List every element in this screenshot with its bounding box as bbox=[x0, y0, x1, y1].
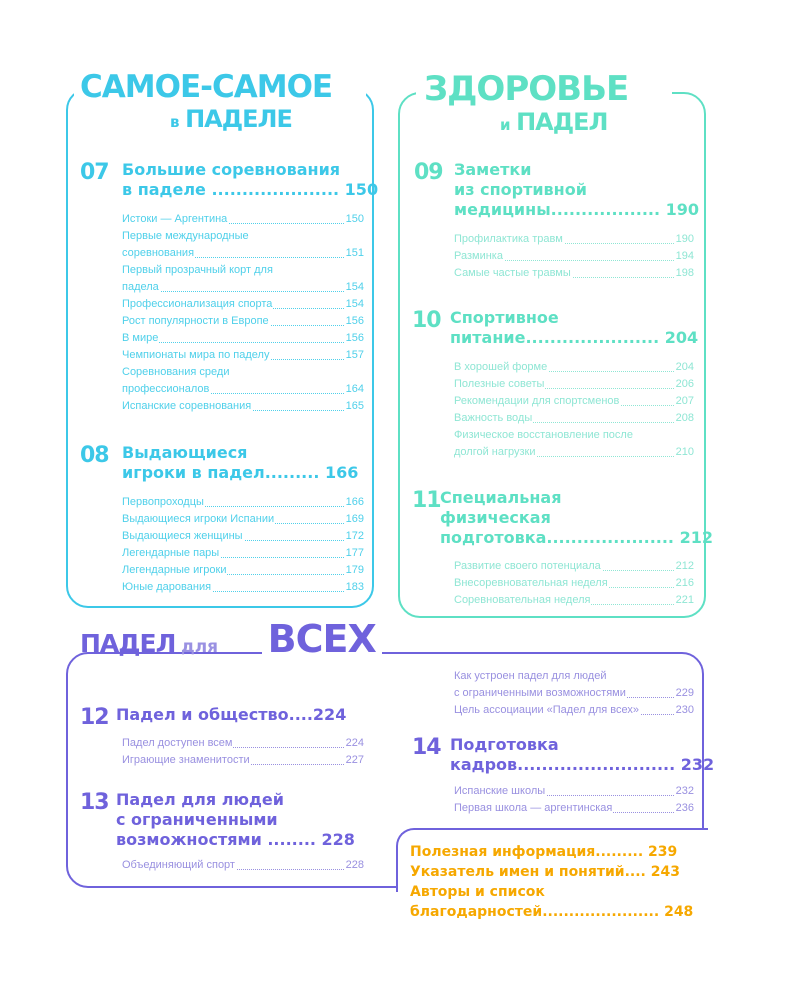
toc-entry-text: Важность воды bbox=[454, 412, 533, 424]
toc-entry-text: Профилактика травм bbox=[454, 233, 563, 245]
toc-entry-text: Первопроходцы bbox=[122, 496, 204, 508]
chapter-number: 11 bbox=[412, 488, 441, 513]
extra-authors[interactable]: Авторы и список bbox=[410, 884, 545, 900]
toc-entry[interactable] bbox=[122, 528, 364, 545]
toc-entry[interactable] bbox=[122, 296, 364, 313]
chapter-07-entries bbox=[122, 211, 364, 415]
section-heading-3-line2: ВСЕХ bbox=[267, 617, 376, 661]
toc-entry-text: Первые международные bbox=[122, 230, 249, 242]
toc-entry-text: Полезные советы bbox=[454, 378, 545, 390]
toc-entry[interactable] bbox=[122, 330, 364, 347]
toc-entry[interactable] bbox=[122, 545, 364, 562]
toc-entry[interactable] bbox=[122, 262, 364, 279]
chapter-title: медицины.................. 190 bbox=[454, 200, 700, 219]
toc-entry-text: Падел доступен всем bbox=[122, 737, 233, 749]
toc-entry-text: Цель ассоциации «Падел для всех» bbox=[454, 704, 640, 716]
chapter-number: 08 bbox=[80, 443, 109, 468]
toc-entry-page: 177 bbox=[345, 545, 364, 562]
toc-entry-page: 224 bbox=[345, 735, 364, 752]
chapter-number: 13 bbox=[80, 790, 109, 815]
toc-entry[interactable] bbox=[122, 364, 364, 381]
toc-entry-text: Внесоревновательная неделя bbox=[454, 577, 608, 589]
toc-entry[interactable] bbox=[454, 558, 694, 575]
toc-entry-page: 228 bbox=[345, 857, 364, 874]
toc-entry-text: долгой нагрузки bbox=[454, 446, 536, 458]
section-heading-3-line1: ПАДЕЛ bbox=[80, 629, 176, 658]
toc-entry-text: Как устроен падел для людей bbox=[454, 670, 607, 682]
toc-entry[interactable] bbox=[454, 575, 694, 592]
toc-entry-text: Соревнования среди bbox=[122, 366, 230, 378]
extra-useful-info[interactable]: Полезная информация......... 239 bbox=[410, 844, 678, 860]
chapter-number: 10 bbox=[412, 308, 441, 333]
chapter-13[interactable] bbox=[80, 790, 370, 850]
toc-entry-text: Первая школа — аргентинская bbox=[454, 802, 613, 814]
toc-entry-page: 156 bbox=[345, 330, 364, 347]
toc-entry-text: В хорошей форме bbox=[454, 361, 548, 373]
toc-entry[interactable] bbox=[122, 398, 364, 415]
toc-entry-page: 165 bbox=[345, 398, 364, 415]
chapter-title: из спортивной bbox=[454, 180, 587, 199]
chapter-12-entries bbox=[122, 735, 364, 769]
section-heading-2-small: и bbox=[500, 116, 511, 134]
chapter-08-entries bbox=[122, 494, 364, 596]
toc-entry[interactable] bbox=[122, 245, 364, 262]
chapter-number: 07 bbox=[80, 160, 109, 185]
section-heading-1-line1: САМОЕ-САМОЕ bbox=[80, 69, 333, 105]
toc-entry-page: 194 bbox=[675, 248, 694, 265]
toc-entry[interactable] bbox=[454, 231, 694, 248]
toc-entry-page: 183 bbox=[345, 579, 364, 596]
toc-entry-page: 198 bbox=[675, 265, 694, 282]
toc-entry-text: Юные дарования bbox=[122, 581, 212, 593]
toc-entry[interactable] bbox=[122, 211, 364, 228]
toc-entry-page: 151 bbox=[345, 245, 364, 262]
toc-entry-text: Легендарные пары bbox=[122, 547, 220, 559]
toc-entry-text: Играющие знаменитости bbox=[122, 754, 250, 766]
chapter-title: кадров.......................... 232 bbox=[450, 755, 715, 774]
toc-entry-text: падела bbox=[122, 281, 159, 293]
toc-entry[interactable] bbox=[454, 592, 694, 609]
chapter-12[interactable] bbox=[80, 705, 370, 730]
section-heading-1 bbox=[80, 69, 333, 137]
toc-entry-page: 212 bbox=[675, 558, 694, 575]
chapter-title: Большие соревнования bbox=[122, 160, 341, 179]
chapter-10-entries bbox=[454, 359, 694, 461]
chapter-title: питание...................... 204 bbox=[450, 328, 699, 347]
toc-entry-page: 179 bbox=[345, 562, 364, 579]
toc-entry[interactable] bbox=[122, 511, 364, 528]
chapter-title: игроки в падел......... 166 bbox=[122, 463, 359, 482]
section-heading-1-small: в bbox=[170, 113, 180, 131]
toc-entry-text: Разминка bbox=[454, 250, 503, 262]
chapter-13-continuation-entries bbox=[454, 668, 694, 719]
toc-entry-text: Физическое восстановление после bbox=[454, 429, 633, 441]
toc-entry-page: 169 bbox=[345, 511, 364, 528]
toc-entry[interactable] bbox=[454, 685, 694, 702]
toc-entry-text: Рекомендации для спортсменов bbox=[454, 395, 620, 407]
chapter-11-entries bbox=[454, 558, 694, 609]
extra-index[interactable]: Указатель имен и понятий.... 243 bbox=[410, 864, 680, 880]
chapter-08[interactable] bbox=[80, 443, 365, 483]
section-heading-3 bbox=[80, 617, 382, 661]
toc-entry-text: Объединяющий спорт bbox=[122, 859, 235, 871]
chapter-title: Падел для людей bbox=[116, 790, 284, 809]
toc-entry-text: Выдающиеся игроки Испании bbox=[122, 513, 275, 525]
toc-entry-text: Развитие своего потенциала bbox=[454, 560, 601, 572]
section-heading-3-small: для bbox=[180, 637, 219, 657]
toc-entry[interactable] bbox=[122, 752, 364, 769]
chapter-11[interactable] bbox=[412, 488, 713, 548]
toc-entry-text: Соревновательная неделя bbox=[454, 594, 591, 606]
extra-acknowledgements[interactable]: благодарностей...................... 248 bbox=[410, 904, 694, 920]
toc-entry-page: 206 bbox=[675, 376, 694, 393]
toc-entry-text: соревнования bbox=[122, 247, 195, 259]
toc-entry[interactable] bbox=[454, 393, 694, 410]
toc-entry-page: 156 bbox=[345, 313, 364, 330]
toc-entry-text: Истоки — Аргентина bbox=[122, 213, 228, 225]
toc-entry-page: 232 bbox=[675, 783, 694, 800]
toc-entry[interactable] bbox=[454, 783, 694, 800]
toc-entry-page: 150 bbox=[345, 211, 364, 228]
toc-entry[interactable] bbox=[454, 800, 694, 817]
toc-entry-page: 210 bbox=[675, 444, 694, 461]
toc-entry[interactable] bbox=[122, 562, 364, 579]
chapter-13-entries bbox=[122, 857, 364, 874]
chapter-title: Специальная bbox=[440, 488, 562, 507]
toc-entry-page: 236 bbox=[675, 800, 694, 817]
toc-entry-page: 154 bbox=[345, 296, 364, 313]
toc-entry[interactable] bbox=[122, 279, 364, 296]
section-heading-1-line2: ПАДЕЛЕ bbox=[185, 105, 292, 133]
chapter-09-entries bbox=[454, 231, 694, 282]
toc-entry-page: 227 bbox=[345, 752, 364, 769]
toc-entry-page: 157 bbox=[345, 347, 364, 364]
toc-entry[interactable] bbox=[454, 668, 694, 685]
toc-entry-text: Рост популярности в Европе bbox=[122, 315, 269, 327]
toc-entry-page: 166 bbox=[345, 494, 364, 511]
toc-entry[interactable] bbox=[454, 359, 694, 376]
chapter-title: возможностями ........ 228 bbox=[116, 830, 355, 849]
chapter-title: в паделе ..................... 150 bbox=[122, 180, 379, 199]
chapter-09[interactable] bbox=[414, 160, 699, 220]
toc-entry[interactable] bbox=[454, 702, 694, 719]
toc-entry-page: 172 bbox=[345, 528, 364, 545]
toc-entry[interactable] bbox=[122, 735, 364, 752]
toc-entry-text: профессионалов bbox=[122, 383, 210, 395]
chapter-title: подготовка..................... 212 bbox=[440, 528, 713, 547]
toc-entry-page: 190 bbox=[675, 231, 694, 248]
toc-entry-text: Испанские школы bbox=[454, 785, 546, 797]
toc-entry[interactable] bbox=[454, 376, 694, 393]
toc-entry-text: Выдающиеся женщины bbox=[122, 530, 243, 542]
toc-entry[interactable] bbox=[454, 444, 694, 461]
toc-entry[interactable] bbox=[122, 313, 364, 330]
chapter-title: Спортивное bbox=[450, 308, 559, 327]
chapter-14-entries bbox=[454, 783, 694, 817]
chapter-number: 12 bbox=[80, 705, 109, 730]
toc-entry-page: 164 bbox=[345, 381, 364, 398]
toc-entry[interactable] bbox=[454, 427, 694, 444]
toc-entry[interactable] bbox=[122, 381, 364, 398]
chapter-number: 09 bbox=[414, 160, 443, 185]
toc-entry-text: Испанские соревнования bbox=[122, 400, 252, 412]
toc-entry[interactable] bbox=[454, 410, 694, 427]
chapter-title: Выдающиеся bbox=[122, 443, 248, 462]
chapter-10[interactable] bbox=[412, 308, 699, 348]
chapter-title: Подготовка bbox=[450, 735, 559, 754]
chapter-title: Падел и общество....224 bbox=[116, 705, 347, 724]
toc-entry-page: 207 bbox=[675, 393, 694, 410]
toc-entry-page: 204 bbox=[675, 359, 694, 376]
chapter-title: с ограниченными bbox=[116, 810, 278, 829]
chapter-title: физическая bbox=[440, 508, 551, 527]
toc-entry-text: Профессионализация спорта bbox=[122, 298, 273, 310]
toc-entry-page: 221 bbox=[675, 592, 694, 609]
toc-entry-page: 208 bbox=[675, 410, 694, 427]
toc-entry-text: Чемпионаты мира по паделу bbox=[122, 349, 270, 361]
toc-entry-page: 216 bbox=[675, 575, 694, 592]
toc-entry[interactable] bbox=[122, 228, 364, 245]
section-heading-2 bbox=[424, 69, 629, 140]
toc-entry[interactable] bbox=[122, 494, 364, 511]
section-heading-2-line1: ЗДОРОВЬЕ bbox=[424, 69, 629, 109]
toc-entry-text: Первый прозрачный корт для bbox=[122, 264, 273, 276]
chapter-07[interactable] bbox=[80, 160, 379, 200]
toc-entry-page: 229 bbox=[675, 685, 694, 702]
chapter-title: Заметки bbox=[454, 160, 532, 179]
toc-entry[interactable] bbox=[122, 857, 364, 874]
toc-entry-text: с ограниченными возможностями bbox=[454, 687, 626, 699]
section-heading-2-line2: ПАДЕЛ bbox=[516, 108, 608, 136]
toc-entry-text: Самые частые травмы bbox=[454, 267, 571, 279]
toc-entry-page: 230 bbox=[675, 702, 694, 719]
toc-entry-text: В мире bbox=[122, 332, 159, 344]
toc-entry[interactable] bbox=[122, 347, 364, 364]
toc-entry[interactable] bbox=[454, 265, 694, 282]
chapter-number: 14 bbox=[412, 735, 441, 760]
toc-entry[interactable] bbox=[122, 579, 364, 596]
toc-entry-text: Легендарные игроки bbox=[122, 564, 227, 576]
toc-entry[interactable] bbox=[454, 248, 694, 265]
toc-entry-page: 154 bbox=[345, 279, 364, 296]
chapter-14[interactable] bbox=[412, 735, 715, 775]
